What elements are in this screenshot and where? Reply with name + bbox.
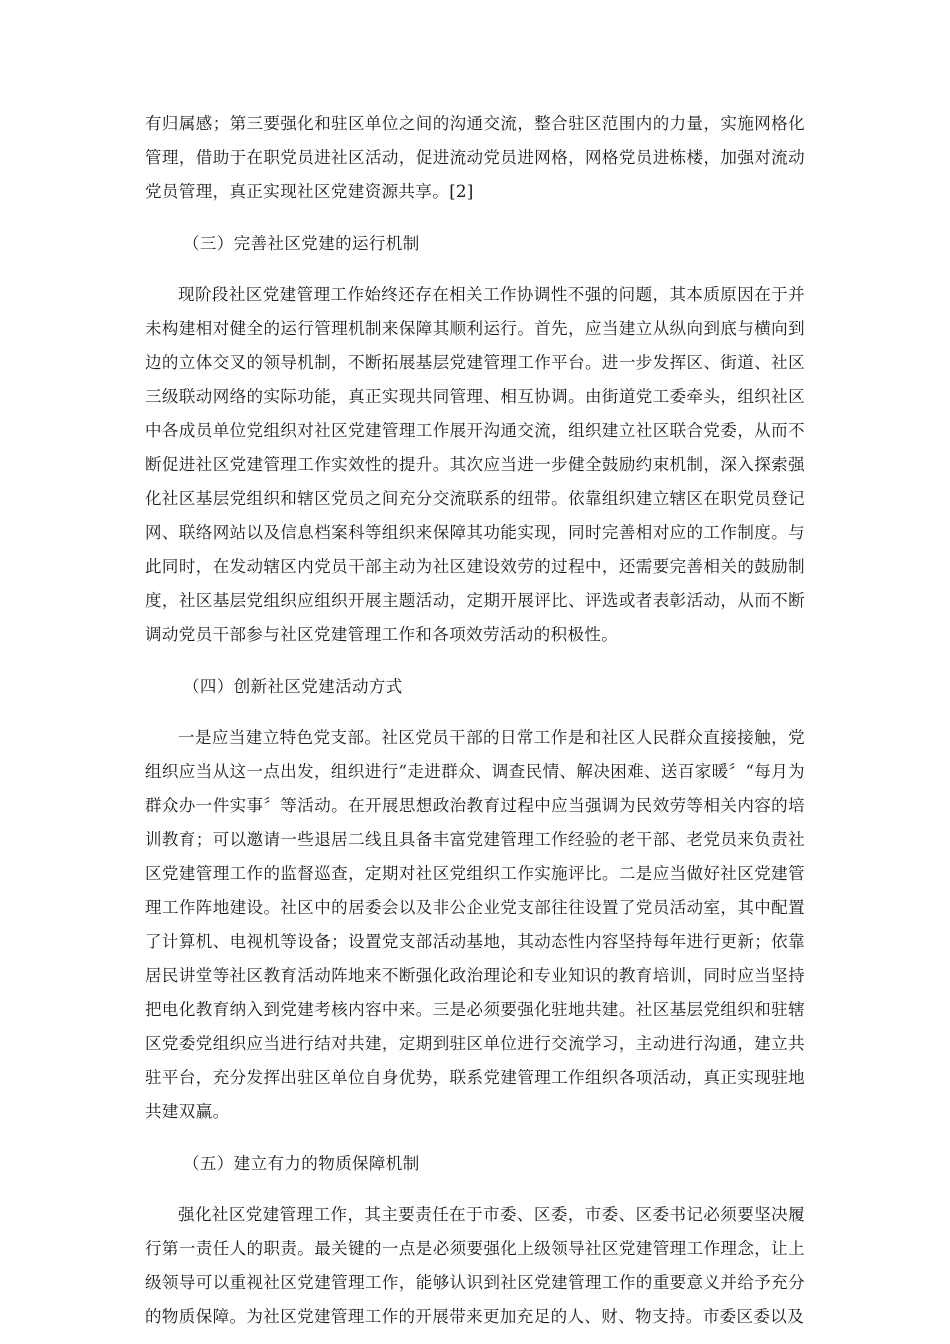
paragraph-3: 一是应当建立特色党支部。社区党员干部的日常工作是和社区人民群众直接接触，党组织应当从这一点出发，组织进行“走进群众、调查民情、解决困难、送百家暖〞“每月为群众办一件实事〞等活动。在开展思想政治教育过程中应当强调为民效劳等相关内容的培训教育；可以邀请一些退居二线且具备丰富党建管理工作经验的老干部、老党员来负责社区党建管理工作的监督巡查，定期对社区党组织工作实施评比。二是应当做好社区党建管理工作阵地建设。社区中的居委会以及非公企业党支部往往设置了党员活动室，其中配置了计算机、电视机等设备；设置党支部活动基地，其动态性内容坚持每年进行更新；依靠居民讲堂等社区教育活动阵地来不断强化政治理论和专业知识的教育培训，同时应当坚持把电化教育纳入到党建考核内容中来。三是必须要强化驻地共建。社区基层党组织和驻辖区党委党组织应当进行结对共建，定期到驻区单位进行交流学习，主动进行沟通，建立共驻平台，充分发挥出驻区单位自身优势，联系党建管理工作组织各项活动，真正实现驻地共建双赢。 — [145, 728, 805, 1121]
paragraph-2: 现阶段社区党建管理工作始终还存在相关工作协调性不强的问题，其本质原因在于并未构建相对健全的运行管理机制来保障其顺利运行。首先，应当建立从纵向到底与横向到边的立体交叉的领导机制，不断拓展基层党建管理工作平台。进一步发挥区、街道、社区三级联动网络的实际功能，真正实现共同管理、相互协调。由街道党工委牵头，组织社区中各成员单位党组织对社区党建管理工作展开沟通交流，组织建立社区联合党委，从而不断促进社区党建管理工作实效性的提升。其次应当进一步健全鼓励约束机制，深入探索强化社区基层党组织和辖区党员之间充分交流联系的纽带。依靠组织建立辖区在职党员登记网、联络网站以及信息档案科等组织来保障其功能实现，同时完善相对应的工作制度。与此同时，在发动辖区内党员干部主动为社区建设效劳的过程中，还需要完善相关的鼓励制度，社区基层党组织应组织开展主题活动，定期开展评比、评选或者表彰活动，从而不断调动党员干部参与社区党建管理工作和各项效劳活动的积极性。 — [145, 285, 805, 644]
section-heading-3: （三）完善社区党建的运行机制 — [183, 234, 420, 253]
paragraph-1: 有归属感；第三要强化和驻区单位之间的沟通交流，整合驻区范围内的力量，实施网格化管理，借助于在职党员进社区活动，促进流动党员进网格，网格党员进栋楼，加强对流动党员管理，真正实现社区党建资源共享。[2] — [145, 114, 805, 201]
section-heading-4: （四）创新社区党建活动方式 — [183, 677, 403, 696]
document-page — [145, 107, 805, 1334]
paragraph-4: 强化社区党建管理工作，其主要责任在于市委、区委，市委、区委书记必须要坚决履行第一责任人的职责。最关键的一点是必须要强化上级领导社区党建管理工作理念，让上级领导可以重视社区党建管理工作，能够认识到社区党建管理工作的重要意义并给予充分的物质保障。为社区党建管理工作的开展带来更加充足的人、财、物支持。市委区委以及 — [145, 1205, 805, 1326]
section-heading-5: （五）建立有力的物质保障机制 — [183, 1154, 420, 1173]
